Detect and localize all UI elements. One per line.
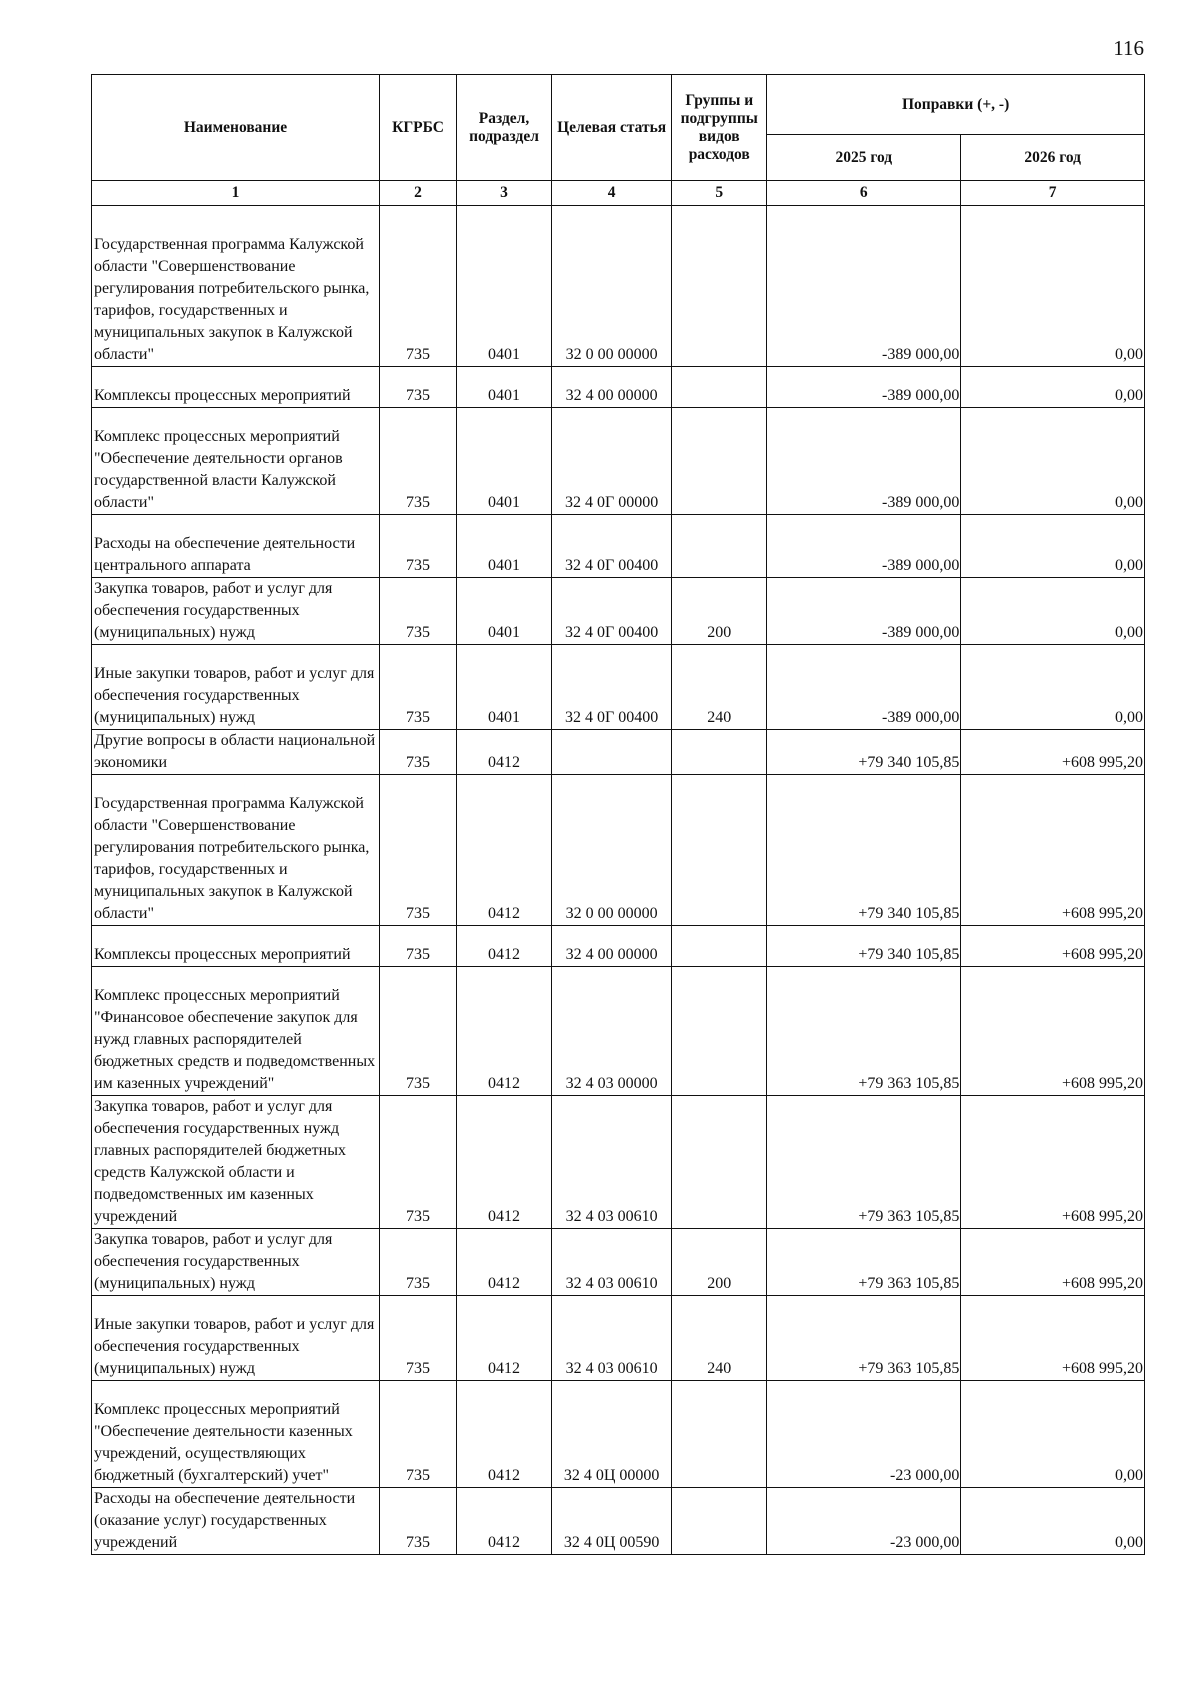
row-name: Другие вопросы в области национальной экономики	[92, 730, 380, 775]
row-section: 0401	[457, 578, 552, 645]
row-name: Комплекс процессных мероприятий "Обеспечение деятельности казенных учреждений, осуществляющих бюджетный (бухгалтерский) учет"	[92, 1381, 380, 1488]
row-expense-group: 240	[672, 1296, 767, 1381]
row-target: 32 4 03 00000	[552, 967, 672, 1096]
row-section: 0412	[457, 967, 552, 1096]
row-kgrbs: 735	[380, 1381, 457, 1488]
row-name: Закупка товаров, работ и услуг для обеспечения государственных (муниципальных) нужд	[92, 578, 380, 645]
row-section: 0412	[457, 775, 552, 926]
table-row	[92, 775, 1145, 926]
row-expense-group	[672, 367, 767, 408]
row-amount-2025: -23 000,00	[767, 1488, 961, 1555]
column-number: 6	[767, 181, 961, 206]
row-target: 32 4 03 00610	[552, 1229, 672, 1296]
row-section: 0401	[457, 645, 552, 730]
row-kgrbs: 735	[380, 206, 457, 367]
row-kgrbs: 735	[380, 645, 457, 730]
column-number: 7	[961, 181, 1145, 206]
table-row	[92, 1296, 1145, 1381]
row-kgrbs: 735	[380, 1488, 457, 1555]
row-expense-group: 200	[672, 578, 767, 645]
row-amount-2026: 0,00	[961, 1488, 1145, 1555]
row-amount-2026: +608 995,20	[961, 967, 1145, 1096]
header-section: Раздел, подраздел	[457, 75, 552, 181]
row-name: Государственная программа Калужской области "Совершенствование регулирования потребительского рынка, тарифов, государственных и муниципальных закупок в Калужской области"	[92, 775, 380, 926]
row-expense-group: 200	[672, 1229, 767, 1296]
row-amount-2026: 0,00	[961, 645, 1145, 730]
row-section: 0412	[457, 1381, 552, 1488]
header-year-2025: 2025 год	[767, 135, 961, 181]
row-expense-group	[672, 1381, 767, 1488]
row-amount-2025: -389 000,00	[767, 408, 961, 515]
column-number: 5	[672, 181, 767, 206]
row-amount-2025: +79 363 105,85	[767, 1096, 961, 1229]
row-expense-group	[672, 408, 767, 515]
table-row	[92, 730, 1145, 775]
row-name: Комплекс процессных мероприятий "Обеспечение деятельности органов государственной власти Калужской области"	[92, 408, 380, 515]
row-target: 32 4 03 00610	[552, 1296, 672, 1381]
row-target: 32 4 0Г 00400	[552, 515, 672, 578]
row-target	[552, 730, 672, 775]
row-name: Комплекс процессных мероприятий "Финансовое обеспечение закупок для нужд главных распорядителей бюджетных средств и подведомственных им казенных учреждений"	[92, 967, 380, 1096]
row-amount-2026: 0,00	[961, 206, 1145, 367]
column-number: 3	[457, 181, 552, 206]
row-expense-group: 240	[672, 645, 767, 730]
table-row	[92, 367, 1145, 408]
row-kgrbs: 735	[380, 967, 457, 1096]
page-number: 116	[1113, 36, 1144, 60]
table-row	[92, 645, 1145, 730]
row-amount-2026: +608 995,20	[961, 1096, 1145, 1229]
row-kgrbs: 735	[380, 775, 457, 926]
table-row	[92, 515, 1145, 578]
row-amount-2025: -389 000,00	[767, 645, 961, 730]
row-name: Иные закупки товаров, работ и услуг для обеспечения государственных (муниципальных) нужд	[92, 645, 380, 730]
row-amount-2026: 0,00	[961, 515, 1145, 578]
row-name: Расходы на обеспечение деятельности центрального аппарата	[92, 515, 380, 578]
column-number: 2	[380, 181, 457, 206]
row-amount-2025: +79 340 105,85	[767, 775, 961, 926]
row-section: 0412	[457, 1296, 552, 1381]
row-name: Закупка товаров, работ и услуг для обеспечения государственных (муниципальных) нужд	[92, 1229, 380, 1296]
row-amount-2026: 0,00	[961, 1381, 1145, 1488]
row-name: Закупка товаров, работ и услуг для обеспечения государственных нужд главных распорядителей бюджетных средств Калужской области и подведомственных им казенных учреждений	[92, 1096, 380, 1229]
row-target: 32 4 0Г 00000	[552, 408, 672, 515]
row-amount-2025: +79 340 105,85	[767, 926, 961, 967]
row-name: Комплексы процессных мероприятий	[92, 367, 380, 408]
table-row	[92, 967, 1145, 1096]
row-section: 0401	[457, 408, 552, 515]
row-target: 32 0 00 00000	[552, 775, 672, 926]
column-number: 1	[92, 181, 380, 206]
row-kgrbs: 735	[380, 1096, 457, 1229]
header-amendments: Поправки (+, -)	[767, 75, 1145, 135]
table-row	[92, 578, 1145, 645]
row-name: Иные закупки товаров, работ и услуг для обеспечения государственных (муниципальных) нужд	[92, 1296, 380, 1381]
row-section: 0401	[457, 515, 552, 578]
row-expense-group	[672, 967, 767, 1096]
row-amount-2026: +608 995,20	[961, 730, 1145, 775]
row-amount-2025: +79 340 105,85	[767, 730, 961, 775]
row-amount-2025: -389 000,00	[767, 578, 961, 645]
row-expense-group	[672, 730, 767, 775]
row-target: 32 4 00 00000	[552, 926, 672, 967]
row-kgrbs: 735	[380, 367, 457, 408]
row-amount-2026: 0,00	[961, 408, 1145, 515]
row-kgrbs: 735	[380, 1229, 457, 1296]
header-kgrbs: КГРБС	[380, 75, 457, 181]
row-section: 0412	[457, 1229, 552, 1296]
column-numbers-row	[92, 181, 1145, 206]
table-row	[92, 408, 1145, 515]
row-expense-group	[672, 926, 767, 967]
row-kgrbs: 735	[380, 1296, 457, 1381]
budget-amendments-table	[91, 74, 1145, 1555]
row-expense-group	[672, 775, 767, 926]
row-section: 0412	[457, 926, 552, 967]
row-kgrbs: 735	[380, 515, 457, 578]
row-section: 0412	[457, 1488, 552, 1555]
row-name: Государственная программа Калужской области "Совершенствование регулирования потребительского рынка, тарифов, государственных и муниципальных закупок в Калужской области"	[92, 206, 380, 367]
row-target: 32 4 0Ц 00000	[552, 1381, 672, 1488]
row-kgrbs: 735	[380, 926, 457, 967]
row-amount-2025: +79 363 105,85	[767, 967, 961, 1096]
row-expense-group	[672, 206, 767, 367]
row-target: 32 4 0Ц 00590	[552, 1488, 672, 1555]
header-target: Целевая статья	[552, 75, 672, 181]
header-groups: Группы и подгруппы видов расходов	[672, 75, 767, 181]
row-expense-group	[672, 1488, 767, 1555]
row-section: 0412	[457, 730, 552, 775]
row-amount-2025: +79 363 105,85	[767, 1296, 961, 1381]
row-expense-group	[672, 1096, 767, 1229]
row-amount-2026: 0,00	[961, 578, 1145, 645]
row-amount-2025: -389 000,00	[767, 206, 961, 367]
row-amount-2025: -389 000,00	[767, 515, 961, 578]
row-section: 0401	[457, 206, 552, 367]
table-row	[92, 1488, 1145, 1555]
column-number: 4	[552, 181, 672, 206]
row-amount-2026: +608 995,20	[961, 1229, 1145, 1296]
table-row	[92, 1096, 1145, 1229]
table-row	[92, 1381, 1145, 1488]
table-row	[92, 926, 1145, 967]
row-amount-2026: 0,00	[961, 367, 1145, 408]
row-section: 0412	[457, 1096, 552, 1229]
row-amount-2025: -389 000,00	[767, 367, 961, 408]
row-amount-2026: +608 995,20	[961, 926, 1145, 967]
row-section: 0401	[457, 367, 552, 408]
row-target: 32 4 03 00610	[552, 1096, 672, 1229]
row-amount-2026: +608 995,20	[961, 1296, 1145, 1381]
row-target: 32 4 0Г 00400	[552, 578, 672, 645]
table-row	[92, 1229, 1145, 1296]
table-row	[92, 206, 1145, 367]
row-kgrbs: 735	[380, 408, 457, 515]
row-amount-2025: -23 000,00	[767, 1381, 961, 1488]
row-kgrbs: 735	[380, 730, 457, 775]
table-body	[92, 206, 1145, 1555]
row-target: 32 0 00 00000	[552, 206, 672, 367]
row-expense-group	[672, 515, 767, 578]
row-name: Комплексы процессных мероприятий	[92, 926, 380, 967]
row-target: 32 4 0Г 00400	[552, 645, 672, 730]
row-name: Расходы на обеспечение деятельности (оказание услуг) государственных учреждений	[92, 1488, 380, 1555]
header-name: Наименование	[92, 75, 380, 181]
row-target: 32 4 00 00000	[552, 367, 672, 408]
row-amount-2025: +79 363 105,85	[767, 1229, 961, 1296]
row-amount-2026: +608 995,20	[961, 775, 1145, 926]
row-kgrbs: 735	[380, 578, 457, 645]
header-year-2026: 2026 год	[961, 135, 1145, 181]
